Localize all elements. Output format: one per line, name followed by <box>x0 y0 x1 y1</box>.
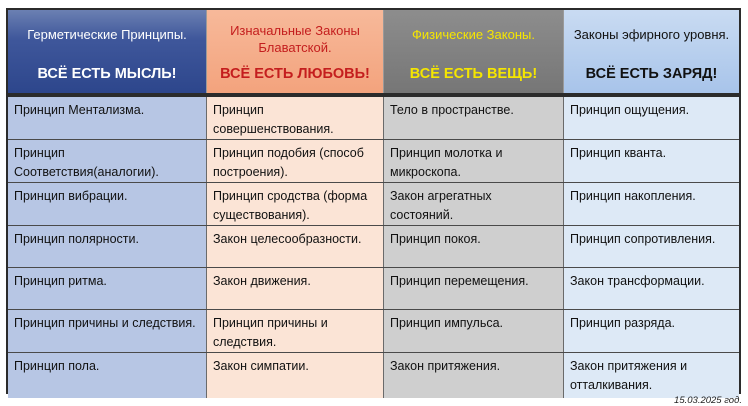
table-row <box>8 226 739 268</box>
table-body <box>8 97 739 398</box>
table-cell: Закон движения. <box>207 268 384 309</box>
table-cell: Принцип вибрации. <box>8 183 207 225</box>
header-title: Изначальные Законы Блаватской. <box>230 23 360 55</box>
table-row <box>8 353 739 398</box>
table-cell: Принцип молотка и микроскопа. <box>384 140 564 182</box>
table-header <box>8 10 739 93</box>
table-cell: Закон притяжения. <box>384 353 564 398</box>
table-cell: Принцип причины и следствия. <box>8 310 207 352</box>
header-etheric <box>564 10 739 93</box>
table-cell: Принцип полярности. <box>8 226 207 267</box>
table-cell: Принцип перемещения. <box>384 268 564 309</box>
header-title: Физические Законы. <box>412 27 535 42</box>
table-row <box>8 97 739 140</box>
table-cell: Принцип сопротивления. <box>564 226 739 267</box>
table-row <box>8 310 739 353</box>
header-motto: ВСЁ ЕСТЬ ВЕЩЬ! <box>409 66 538 82</box>
table-cell: Принцип пола. <box>8 353 207 398</box>
header-blavatsky <box>207 10 384 93</box>
table-row <box>8 140 739 183</box>
table-cell: Принцип импульса. <box>384 310 564 352</box>
table-cell: Закон трансформации. <box>564 268 739 309</box>
table-cell: Принцип кванта. <box>564 140 739 182</box>
table-cell: Закон агрегатных состояний. <box>384 183 564 225</box>
header-hermetic <box>8 10 207 93</box>
table-cell: Принцип Соответствия(аналогии). <box>8 140 207 182</box>
header-motto: ВСЁ ЕСТЬ МЫСЛЬ! <box>37 66 177 82</box>
table-cell: Принцип причины и следствия. <box>207 310 384 352</box>
table-row <box>8 183 739 226</box>
table-cell: Принцип совершенствования. <box>207 97 384 139</box>
table-cell: Закон притяжения и отталкивания. <box>564 353 739 398</box>
header-title: Герметические Принципы. <box>27 27 187 42</box>
table-cell: Принцип сродства (форма существования). <box>207 183 384 225</box>
table-cell: Принцип накопления. <box>564 183 739 225</box>
table-cell: Принцип Ментализма. <box>8 97 207 139</box>
principles-table <box>6 8 741 394</box>
table-cell: Принцип ритма. <box>8 268 207 309</box>
table-cell: Закон симпатии. <box>207 353 384 398</box>
table-cell: Тело в пространстве. <box>384 97 564 139</box>
header-motto: ВСЁ ЕСТЬ ЗАРЯД! <box>585 66 718 82</box>
table-cell: Принцип подобия (способ построения). <box>207 140 384 182</box>
date-label: 15.03.2025 год. <box>674 395 742 406</box>
table-cell: Закон целесообразности. <box>207 226 384 267</box>
header-motto: ВСЁ ЕСТЬ ЛЮБОВЬ! <box>220 66 370 82</box>
header-title: Законы эфирного уровня. <box>573 27 730 42</box>
header-physical <box>384 10 564 93</box>
table-cell: Принцип покоя. <box>384 226 564 267</box>
table-row <box>8 268 739 310</box>
table-cell: Принцип разряда. <box>564 310 739 352</box>
table-cell: Принцип ощущения. <box>564 97 739 139</box>
